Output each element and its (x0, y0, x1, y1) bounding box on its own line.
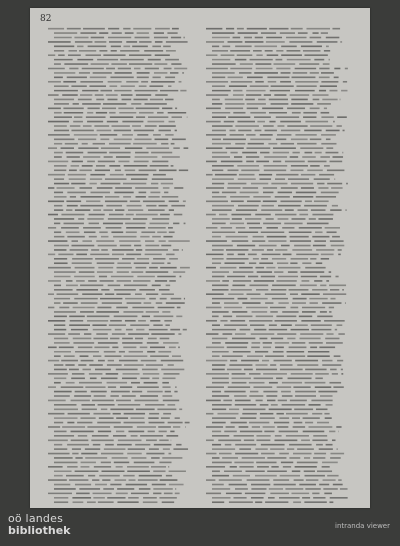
text-column-right (206, 26, 354, 504)
library-logo[interactable] (8, 513, 78, 543)
illegible-text-lines-left (48, 26, 196, 504)
scanned-page (30, 8, 370, 508)
page-number: 82 (40, 14, 52, 24)
logo-text-line1: oö landes (8, 512, 64, 525)
illegible-text-lines-right (206, 26, 354, 504)
logo-text-line2: bibliothek (8, 524, 71, 537)
text-column-left (48, 26, 196, 504)
viewer-label: intranda viewer (335, 522, 390, 530)
viewer-footer (0, 508, 400, 546)
